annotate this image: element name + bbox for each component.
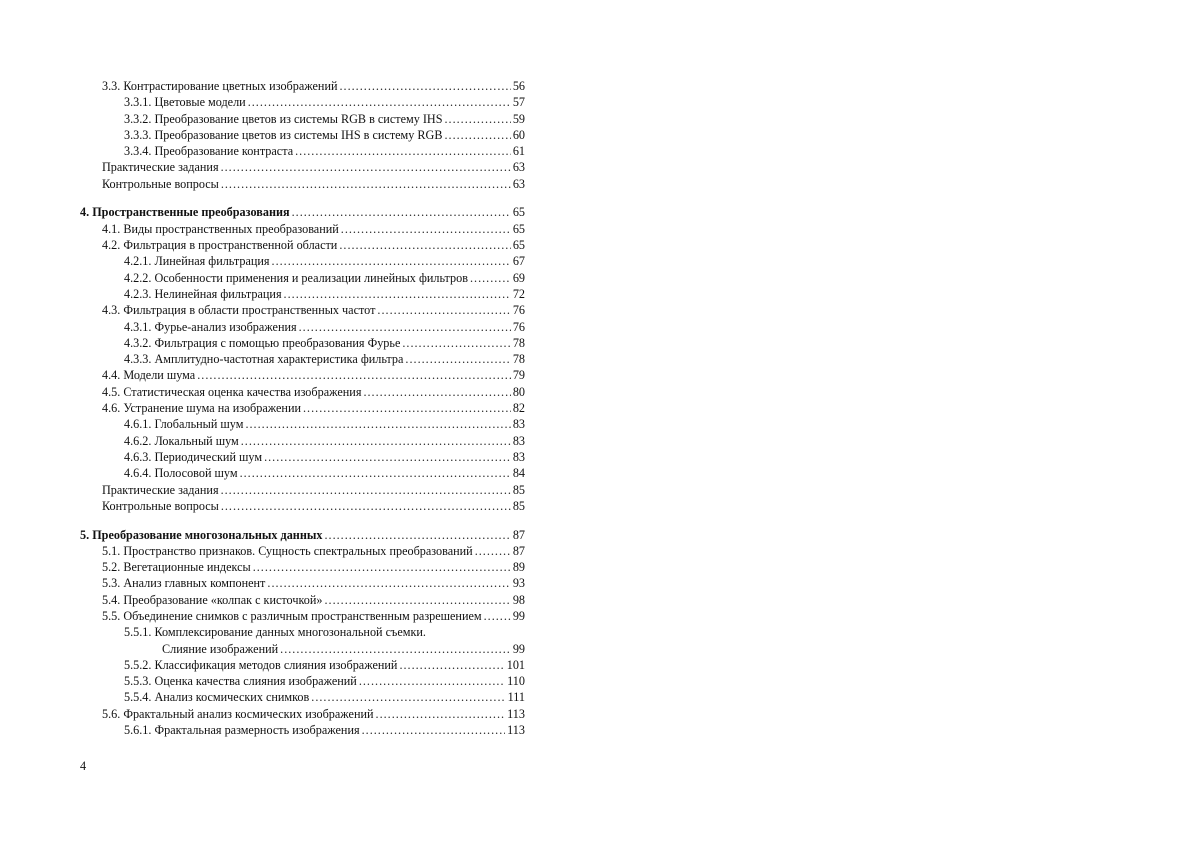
toc-entry-page: 72 bbox=[512, 286, 525, 301]
toc-entry-page: 78 bbox=[512, 352, 525, 367]
toc-entry bbox=[80, 657, 525, 673]
toc-entry-page: 87 bbox=[512, 543, 525, 558]
toc-entry-label: 5.5. Объединение снимков с различным пространственным разрешением bbox=[102, 608, 482, 623]
toc-entry-label: 3.3.2. Преобразование цветов из системы RGB в систему IHS bbox=[124, 111, 443, 126]
toc-entry bbox=[80, 416, 525, 432]
toc-entry-page: 93 bbox=[512, 576, 525, 591]
toc-entry bbox=[80, 527, 525, 543]
toc-entry-label: 4.3. Фильтрация в области пространственных частот bbox=[102, 303, 376, 318]
toc-entry-page: 80 bbox=[512, 384, 525, 399]
toc-entry bbox=[80, 722, 525, 738]
toc-entry-label: 5.1. Пространство признаков. Сущность спектральных преобразований bbox=[102, 543, 473, 558]
toc-entry-page: 67 bbox=[512, 254, 525, 269]
toc-entry bbox=[80, 543, 525, 559]
toc-leader-dots bbox=[362, 722, 506, 738]
toc-entry-label: 4.3.1. Фурье-анализ изображения bbox=[124, 319, 297, 334]
toc-leader-dots bbox=[221, 159, 511, 175]
toc-entry-page: 78 bbox=[512, 335, 525, 350]
toc-entry-label: 3.3. Контрастирование цветных изображений bbox=[102, 79, 338, 93]
toc-entry bbox=[80, 608, 525, 624]
toc-entry-page: 110 bbox=[507, 674, 525, 689]
toc-entry bbox=[80, 400, 525, 416]
toc-entry bbox=[80, 559, 525, 575]
toc-entry-page: 60 bbox=[512, 127, 525, 142]
toc-entry-label: 4.3.3. Амплитудно-частотная характеристика фильтра bbox=[124, 352, 404, 367]
toc-entry-label: 4.4. Модели шума bbox=[102, 368, 196, 383]
toc-leader-dots bbox=[402, 335, 510, 351]
toc-entry-label: 4.3.2. Фильтрация с помощью преобразования Фурье bbox=[124, 335, 401, 350]
toc-leader-dots bbox=[221, 482, 511, 498]
toc-entry bbox=[80, 624, 525, 640]
toc-entry bbox=[80, 221, 525, 237]
toc-leader-dots bbox=[264, 449, 511, 465]
toc-entry bbox=[80, 111, 525, 127]
toc-entry bbox=[80, 592, 525, 608]
toc-entry-page: 76 bbox=[512, 319, 525, 334]
toc-entry-label: 4.6.2. Локальный шум bbox=[124, 433, 239, 448]
toc-entry bbox=[80, 127, 525, 143]
toc-entry-page: 111 bbox=[507, 690, 525, 705]
toc-entry-page: 87 bbox=[512, 527, 525, 542]
toc-entry-label: 4.6. Устранение шума на изображении bbox=[102, 401, 301, 416]
toc-entry-label: 3.3.4. Преобразование контраста bbox=[124, 144, 294, 159]
toc-entry bbox=[80, 78, 525, 94]
toc-entry bbox=[80, 689, 525, 705]
toc-entry bbox=[80, 367, 525, 383]
toc-entry-page: 69 bbox=[512, 270, 525, 285]
toc-entry-page: 63 bbox=[512, 176, 525, 191]
toc-entry-label: 5. Преобразование многозональных данных bbox=[80, 527, 323, 542]
toc-leader-dots bbox=[280, 641, 511, 657]
toc-entry-page: 113 bbox=[507, 723, 525, 738]
toc-entry bbox=[80, 319, 525, 335]
toc-leader-dots bbox=[272, 253, 511, 269]
toc-entry-page: 83 bbox=[512, 417, 525, 432]
toc-entry-page: 83 bbox=[512, 449, 525, 464]
page-number: 4 bbox=[80, 759, 87, 773]
toc-entry-label: Контрольные вопросы bbox=[102, 176, 219, 191]
toc-leader-dots bbox=[484, 608, 511, 624]
toc-leader-dots bbox=[295, 143, 511, 159]
toc-leader-dots bbox=[248, 94, 511, 110]
toc-entry-label: Контрольные вопросы bbox=[102, 498, 219, 513]
toc-entry-page: 101 bbox=[506, 657, 525, 672]
toc-leader-dots bbox=[341, 221, 511, 237]
toc-leader-dots bbox=[240, 465, 511, 481]
toc-leader-dots bbox=[444, 111, 510, 127]
toc-leader-dots bbox=[363, 384, 510, 400]
toc-entry-page: 99 bbox=[512, 608, 525, 623]
toc-leader-dots bbox=[299, 319, 511, 335]
toc-leader-dots bbox=[359, 673, 505, 689]
toc-leader-dots bbox=[377, 302, 510, 318]
toc-entry bbox=[80, 94, 525, 110]
toc-leader-dots bbox=[324, 527, 510, 543]
toc-entry-label: Практические задания bbox=[102, 482, 219, 497]
toc-entry bbox=[80, 237, 525, 253]
toc-entry-label: 4.2.2. Особенности применения и реализации линейных фильтров bbox=[124, 270, 468, 285]
toc-leader-dots bbox=[470, 270, 511, 286]
toc-entry-label: 4.1. Виды пространственных преобразований bbox=[102, 221, 339, 236]
toc-entry-page: 99 bbox=[512, 641, 525, 656]
toc-leader-dots bbox=[303, 400, 511, 416]
toc-leader-dots bbox=[221, 498, 511, 514]
toc-entry-page: 82 bbox=[512, 401, 525, 416]
table-of-contents bbox=[80, 78, 525, 738]
toc-entry-page: 85 bbox=[512, 498, 525, 513]
toc-leader-dots bbox=[221, 176, 511, 192]
toc-entry-page: 89 bbox=[512, 560, 525, 575]
toc-entry bbox=[80, 641, 525, 657]
toc-leader-dots bbox=[197, 367, 511, 383]
toc-entry bbox=[80, 159, 525, 175]
toc-entry-label: 3.3.3. Преобразование цветов из системы IHS в систему RGB bbox=[124, 127, 443, 142]
toc-entry bbox=[80, 335, 525, 351]
toc-entry-page: 59 bbox=[512, 111, 525, 126]
toc-leader-dots bbox=[376, 706, 506, 722]
toc-entry bbox=[80, 351, 525, 367]
toc-leader-dots bbox=[245, 416, 510, 432]
toc-entry-page: 65 bbox=[512, 238, 525, 253]
toc-entry bbox=[80, 286, 525, 302]
toc-leader-dots bbox=[253, 559, 511, 575]
toc-entry bbox=[80, 270, 525, 286]
toc-entry-label: 5.5.4. Анализ космических снимков bbox=[124, 690, 310, 705]
toc-entry-page: 76 bbox=[512, 303, 525, 318]
toc-entry-label: 5.5.1. Комплексирование данных многозональной съемки. bbox=[124, 625, 426, 640]
toc-entry bbox=[80, 482, 525, 498]
toc-entry-page: 83 bbox=[512, 433, 525, 448]
toc-entry bbox=[80, 433, 525, 449]
toc-entry-label: 5.5.2. Классификация методов слияния изображений bbox=[124, 657, 398, 672]
toc-entry bbox=[80, 465, 525, 481]
toc-entry-label: 5.6.1. Фрактальная размерность изображения bbox=[124, 723, 360, 738]
toc-entry bbox=[80, 575, 525, 591]
toc-entry-page: 56 bbox=[512, 79, 525, 93]
toc-entry-label: 4. Пространственные преобразования bbox=[80, 205, 290, 220]
toc-entry bbox=[80, 143, 525, 159]
toc-entry-page: 84 bbox=[512, 466, 525, 481]
toc-entry-label: 4.5. Статистическая оценка качества изображения bbox=[102, 384, 362, 399]
toc-entry-label: 5.3. Анализ главных компонент bbox=[102, 576, 266, 591]
toc-entry-label: 5.4. Преобразование «колпак с кисточкой» bbox=[102, 592, 323, 607]
toc-entry-label: Слияние изображений bbox=[162, 641, 279, 656]
toc-leader-dots bbox=[339, 78, 510, 94]
toc-entry bbox=[80, 253, 525, 269]
toc-entry-page: 113 bbox=[507, 706, 525, 721]
toc-entry bbox=[80, 176, 525, 192]
toc-entry-label: 4.6.1. Глобальный шум bbox=[124, 417, 244, 432]
toc-entry-label: 5.2. Вегетационные индексы bbox=[102, 560, 251, 575]
toc-entry-label: 4.2.3. Нелинейная фильтрация bbox=[124, 286, 282, 301]
toc-leader-dots bbox=[292, 204, 511, 220]
toc-entry-label: 4.6.3. Периодический шум bbox=[124, 449, 263, 464]
toc-entry-label: 4.2. Фильтрация в пространственной области bbox=[102, 238, 338, 253]
toc-entry-label: Практические задания bbox=[102, 160, 219, 175]
toc-entry bbox=[80, 706, 525, 722]
toc-entry-page: 61 bbox=[512, 144, 525, 159]
toc-entry bbox=[80, 302, 525, 318]
toc-leader-dots bbox=[475, 543, 511, 559]
toc-entry-page: 85 bbox=[512, 482, 525, 497]
toc-entry-label: 4.6.4. Полосовой шум bbox=[124, 466, 238, 481]
toc-entry-page: 98 bbox=[512, 592, 525, 607]
toc-entry-label: 3.3.1. Цветовые модели bbox=[124, 95, 246, 110]
toc-entry-label: 4.2.1. Линейная фильтрация bbox=[124, 254, 270, 269]
toc-leader-dots bbox=[284, 286, 511, 302]
toc-entry bbox=[80, 449, 525, 465]
toc-entry-page: 65 bbox=[512, 221, 525, 236]
toc-entry-page: 63 bbox=[512, 160, 525, 175]
toc-entry bbox=[80, 204, 525, 220]
toc-entry-page: 79 bbox=[512, 368, 525, 383]
toc-entry bbox=[80, 673, 525, 689]
toc-leader-dots bbox=[399, 657, 504, 673]
toc-entry-page: 65 bbox=[512, 205, 525, 220]
toc-leader-dots bbox=[267, 575, 510, 591]
toc-entry-label: 5.6. Фрактальный анализ космических изображений bbox=[102, 706, 374, 721]
toc-entry-label: 5.5.3. Оценка качества слияния изображений bbox=[124, 674, 357, 689]
toc-leader-dots bbox=[241, 433, 511, 449]
toc-leader-dots bbox=[324, 592, 510, 608]
toc-entry-page: 57 bbox=[512, 95, 525, 110]
toc-entry bbox=[80, 498, 525, 514]
toc-leader-dots bbox=[339, 237, 510, 253]
toc-leader-dots bbox=[405, 351, 510, 367]
toc-leader-dots bbox=[444, 127, 510, 143]
toc-entry bbox=[80, 384, 525, 400]
toc-leader-dots bbox=[311, 689, 505, 705]
